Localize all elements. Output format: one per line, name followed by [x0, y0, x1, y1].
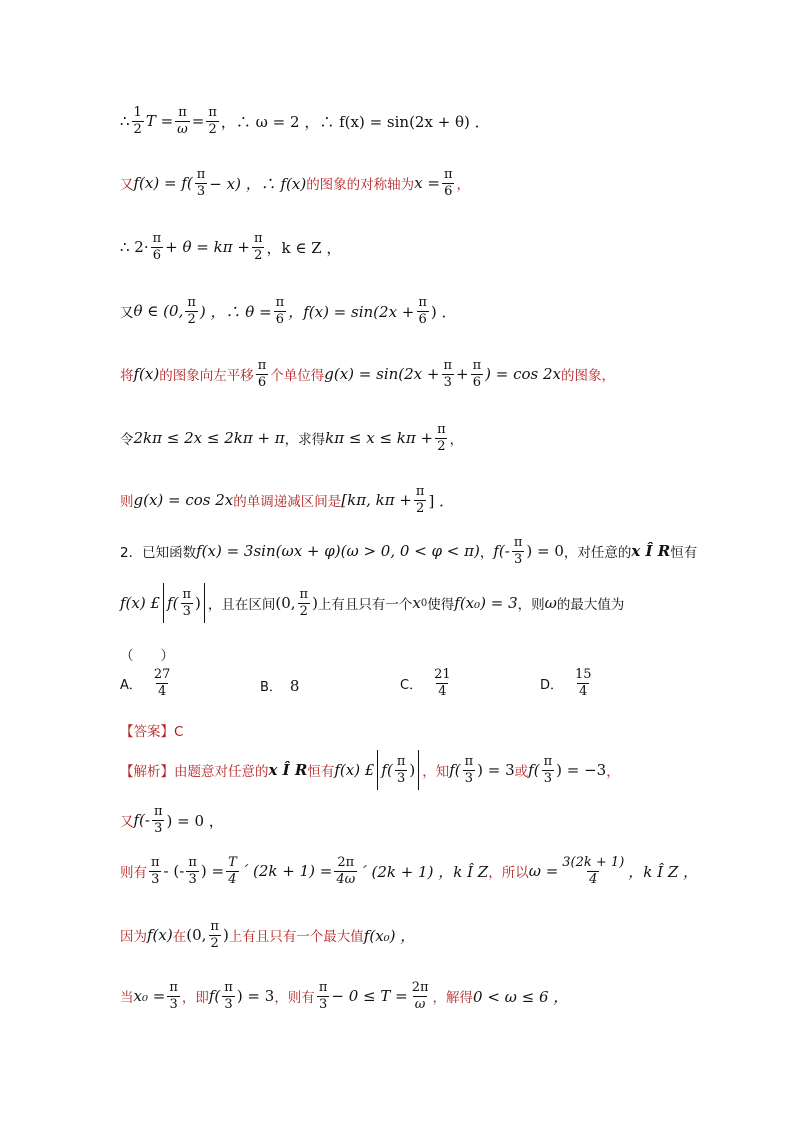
solution-line-2 — [120, 168, 754, 198]
question-number: 2．已知函数 — [120, 545, 197, 562]
text: 的图象， — [561, 368, 616, 385]
text: 又 — [120, 177, 134, 194]
math-text: f( — [208, 987, 221, 1006]
math-text: x₀ = — [133, 987, 166, 1006]
math-text: - (- — [163, 862, 185, 881]
fraction-2pi-omega: $\frac{2\pi}{\omega}$ — [411, 980, 429, 1012]
text: 在 — [172, 929, 187, 946]
math-text: f(- — [493, 542, 510, 561]
fraction-pi-2: $\frac{\pi}{2}$ — [210, 919, 219, 951]
fraction-2pi-4omega: $\frac{2\pi}{4\omega}$ — [336, 855, 356, 887]
text: 恒有 — [307, 764, 335, 780]
fraction-pi-3: $\frac{\pi}{3}$ — [182, 586, 191, 619]
math-text: x — [412, 594, 421, 612]
fraction-pi-3: $\frac{\pi}{3}$ — [443, 358, 453, 390]
text: 的图象的对称轴为 — [306, 177, 415, 194]
text: ，则 — [517, 597, 545, 613]
fraction-half: $\frac{1}{2}$ — [133, 105, 142, 137]
math-text: ) = 0 — [526, 542, 564, 561]
text: 则有 — [120, 865, 147, 882]
math-text: ) — [194, 594, 201, 612]
analysis-line-5 — [120, 981, 754, 1011]
math-text: ) — [409, 761, 416, 779]
solution-line-3 — [120, 232, 754, 262]
option-a — [120, 668, 174, 698]
math-text: (0, — [275, 594, 296, 612]
math-text: g(x) = sin(2x + — [324, 365, 440, 384]
option-fraction: $\frac{15}{4}$ — [575, 667, 592, 699]
fraction-pi-6: $\frac{\pi}{6}$ — [275, 295, 285, 327]
fraction-omega-formula: $\frac{3(2k + 1)}{4}$ — [562, 855, 625, 887]
text: ， — [606, 764, 620, 780]
math-text: f(x) — [147, 926, 173, 945]
text: 或 — [514, 764, 529, 780]
text: 上有且只有一个 — [317, 597, 413, 613]
fraction-pi-omega: $\frac{\pi}{\omega}$ — [177, 105, 188, 137]
solution-line-6 — [120, 423, 754, 453]
math-text: − x) ，∴ f(x) — [209, 174, 307, 193]
text: ， — [479, 545, 494, 562]
solution-line-5 — [120, 359, 754, 389]
text: ，所以 — [488, 865, 529, 882]
option-fraction: $\frac{21}{4}$ — [434, 667, 451, 699]
math-text: f(x₀) = 3 — [454, 594, 518, 612]
text: ， — [456, 177, 471, 194]
text: 个单位得 — [270, 368, 325, 385]
text: 的图象向左平移 — [159, 368, 254, 385]
math-text: g(x) = cos 2x — [133, 491, 234, 510]
question-2-line-2 — [120, 583, 754, 623]
text: 令 — [120, 432, 134, 449]
option-d — [540, 668, 596, 698]
text: 【解析】由题意对任意的 — [120, 764, 269, 780]
math-text: [kπ, kπ + — [341, 491, 412, 510]
text: ，求得 — [284, 432, 326, 449]
text: 又 — [120, 814, 134, 831]
option-fraction: $\frac{27}{4}$ — [153, 667, 171, 699]
math-text: ) = 0 ， — [166, 811, 224, 830]
math-text: ) = cos 2x — [485, 365, 562, 384]
fraction-pi-2: $\frac{\pi}{2}$ — [437, 422, 446, 454]
fraction-pi-2: $\frac{\pi}{2}$ — [299, 586, 309, 619]
math-text: ) — [312, 594, 318, 612]
analysis-line-2 — [120, 805, 754, 835]
math-text: x Î R — [268, 761, 308, 779]
math-text: x Î R — [631, 542, 671, 561]
text: 上有且只有一个最大值 — [228, 929, 364, 946]
fraction-pi-3: $\frac{\pi}{3}$ — [224, 980, 233, 1012]
text: 恒有 — [670, 545, 698, 562]
math-text: θ ∈ (0, — [133, 302, 184, 321]
math-text: ，f(x) = sin(2x + — [288, 302, 415, 321]
math-text: f(x) — [133, 365, 160, 384]
fraction-pi-3: $\frac{\pi}{3}$ — [151, 855, 160, 887]
math-text: ) ． — [430, 302, 457, 321]
fraction-pi-3: $\frac{\pi}{3}$ — [396, 753, 406, 786]
fraction-pi-2: $\frac{\pi}{2}$ — [208, 105, 217, 137]
math-text: (0, — [186, 926, 207, 945]
math-text: ) = 3 — [236, 987, 275, 1006]
option-b — [260, 676, 299, 695]
fraction-T-4: $\frac{T}{4}$ — [228, 855, 237, 887]
math-text: T = — [145, 112, 174, 131]
math-text: + θ = kπ + — [165, 238, 250, 257]
text: ，且在区间 — [207, 597, 276, 613]
analysis-line-4 — [120, 920, 754, 950]
option-c — [400, 668, 455, 698]
therefore-symbol: ∴ — [120, 112, 130, 131]
text: 因为 — [120, 929, 147, 946]
math-text: f( — [528, 761, 540, 779]
fraction-pi-6: $\frac{\pi}{6}$ — [152, 231, 162, 263]
math-text: ) — [222, 926, 229, 945]
fraction-pi-6: $\frac{\pi}{6}$ — [418, 295, 427, 327]
fraction-pi-3: $\frac{\pi}{3}$ — [318, 980, 328, 1012]
fraction-pi-3: $\frac{\pi}{3}$ — [464, 753, 474, 786]
math-text: ，k Î Z ， — [628, 862, 699, 881]
math-text: ，k ∈ Z ， — [266, 238, 342, 257]
text: ，对任意的 — [563, 545, 632, 562]
analysis-line-3 — [120, 856, 754, 886]
math-text: 2kπ ≤ 2x ≤ 2kπ + π — [133, 429, 285, 448]
analysis-line-1 — [120, 750, 754, 790]
answer-label: 【答案】C — [120, 724, 184, 740]
math-text: ∴ 2· — [120, 238, 149, 257]
math-text: = — [191, 112, 205, 131]
fraction-pi-6: $\frac{\pi}{6}$ — [257, 358, 267, 390]
text: 则 — [120, 494, 134, 511]
text: 将 — [120, 368, 134, 385]
option-letter: D． — [540, 677, 564, 693]
text: 又 — [120, 305, 134, 322]
text: ，即 — [181, 990, 209, 1007]
text: ，解得 — [432, 990, 474, 1007]
fraction-pi-6: $\frac{\pi}{6}$ — [443, 167, 453, 199]
text: ，则有 — [274, 990, 315, 1007]
math-text: ´ (2k + 1) ，k Î Z — [359, 862, 489, 881]
answer-paren: （ ） — [120, 648, 174, 664]
math-text: ω = — [528, 862, 559, 881]
option-letter: B． — [260, 680, 282, 695]
option-letter: A． — [120, 677, 142, 693]
option-value: 8 — [289, 676, 300, 695]
math-text: ) = −3 — [556, 761, 607, 779]
fraction-pi-2: $\frac{\pi}{2}$ — [415, 484, 425, 516]
fraction-pi-6: $\frac{\pi}{6}$ — [472, 358, 482, 390]
math-text: − 0 ≤ T = — [331, 987, 408, 1006]
math-text: ) = 3 — [477, 761, 515, 779]
absolute-value — [377, 750, 419, 790]
math-text: ω — [544, 594, 557, 612]
fraction-pi-3: $\frac{\pi}{3}$ — [543, 753, 553, 786]
math-text: x = — [414, 174, 440, 193]
solution-line-1 — [120, 106, 754, 136]
answer-paren-line — [120, 644, 754, 664]
math-text: f( — [449, 761, 461, 779]
text: 的最大值为 — [556, 597, 625, 613]
fraction-pi-3: $\frac{\pi}{3}$ — [169, 980, 178, 1012]
text: 当 — [120, 990, 134, 1007]
question-2-line-1 — [120, 536, 754, 566]
text: 的单调递减区间是 — [233, 494, 342, 511]
solution-line-7 — [120, 485, 754, 515]
text: ，知 — [422, 764, 450, 780]
fraction-pi-3: $\frac{\pi}{3}$ — [196, 167, 206, 199]
math-text: ´ (2k + 1) = — [240, 862, 333, 881]
fraction-pi-3: $\frac{\pi}{3}$ — [153, 804, 163, 836]
math-text: f(x) = 3sin(ωx + φ)(ω > 0, 0 < φ < π) — [196, 542, 480, 561]
math-text: ) = — [200, 862, 225, 881]
text: 使得 — [427, 597, 455, 613]
math-text: ) ，∴ θ = — [199, 302, 272, 321]
text: ， — [449, 432, 464, 449]
math-text: + — [456, 365, 469, 384]
math-text: ] ． — [428, 491, 455, 510]
fraction-pi-3: $\frac{\pi}{3}$ — [188, 855, 197, 887]
math-text: f( — [167, 594, 179, 612]
solution-line-4 — [120, 296, 754, 326]
math-text: f(x) = f( — [133, 174, 193, 193]
math-text: f(x) £ — [334, 761, 375, 779]
math-text: f(x) £ — [120, 594, 161, 612]
subscript: 0 — [420, 597, 428, 609]
fraction-pi-3: $\frac{\pi}{3}$ — [513, 535, 523, 567]
math-text: f(- — [133, 811, 150, 830]
option-letter: C． — [400, 677, 423, 693]
math-text: f(x₀) ， — [363, 926, 416, 945]
math-text: kπ ≤ x ≤ kπ + — [325, 429, 434, 448]
fraction-pi-2: $\frac{\pi}{2}$ — [253, 231, 263, 263]
math-text: f( — [381, 761, 393, 779]
absolute-value — [163, 583, 205, 623]
fraction-pi-2: $\frac{\pi}{2}$ — [187, 295, 196, 327]
math-text: ，∴ ω = 2 ，∴ f(x) = sin(2x + θ) ． — [220, 112, 490, 131]
math-text: 0 < ω ≤ 6 ， — [473, 987, 569, 1006]
